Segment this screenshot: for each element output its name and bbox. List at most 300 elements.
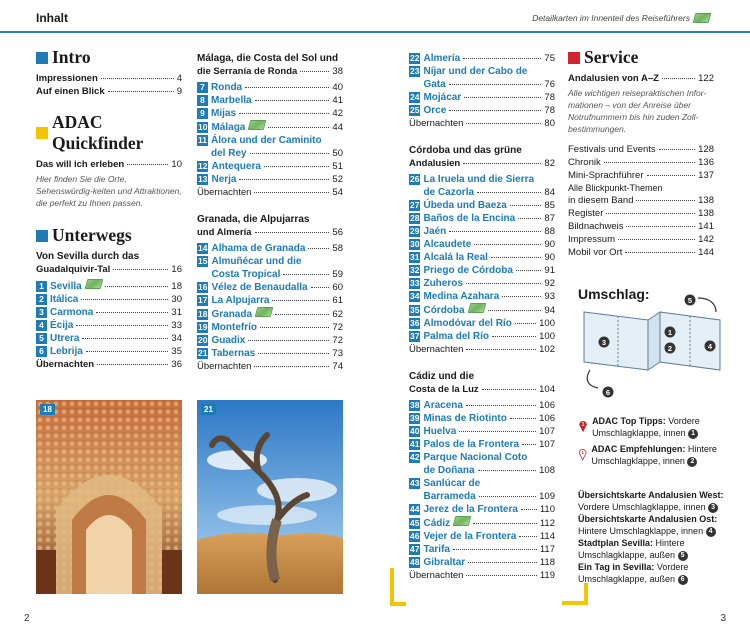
item-number: 6 — [36, 346, 47, 357]
toc-page: 107 — [539, 439, 555, 450]
toc-row-uebernachten[interactable] — [197, 360, 343, 373]
item-number: 41 — [410, 439, 420, 449]
toc-page: 82 — [544, 158, 555, 169]
toc-label: Jaén — [423, 226, 447, 237]
toc-label: Antequera — [211, 161, 261, 172]
route-heading: Cádiz und die — [409, 371, 474, 382]
map-icon — [255, 307, 274, 317]
toc-row-uebernachten[interactable] — [36, 358, 182, 371]
toc-label: Impressum — [568, 234, 615, 245]
toc-row[interactable] — [409, 383, 555, 396]
legend-num: 5 — [678, 551, 688, 561]
toc-item-21[interactable] — [197, 347, 343, 360]
toc-page: 91 — [544, 265, 555, 276]
toc-label: Utrera — [50, 333, 80, 344]
toc-item-1[interactable] — [36, 279, 182, 293]
toc-page: 36 — [171, 359, 182, 370]
toc-item-41[interactable] — [409, 438, 555, 451]
legend-num: 4 — [706, 527, 716, 537]
toc-row[interactable] — [36, 158, 182, 171]
toc-label: Auf einen Blick — [36, 86, 105, 97]
toc-label: Register — [568, 208, 604, 219]
toc-row[interactable] — [568, 220, 714, 233]
section-quickfinder — [36, 112, 182, 154]
legend — [578, 415, 728, 585]
yellow-square-icon — [36, 127, 48, 139]
toc-page: 141 — [698, 221, 714, 232]
toc-item-38[interactable] — [409, 399, 555, 412]
toc-item-36[interactable] — [409, 317, 555, 330]
toc-item-22[interactable] — [409, 52, 555, 65]
toc-label: Almodóvar del Río — [423, 318, 512, 329]
toc-item-10[interactable] — [197, 120, 343, 134]
toc-row[interactable] — [568, 143, 714, 156]
toc-label: Córdoba — [423, 305, 465, 316]
toc-label: de Doñana — [423, 465, 475, 476]
toc-page: 137 — [698, 170, 714, 181]
toc-label: Parque Nacional Coto — [423, 452, 528, 463]
toc-label: Medina Azahara — [423, 291, 500, 302]
toc-label: Orce — [423, 105, 447, 116]
toc-page: 10 — [171, 159, 182, 170]
toc-page: 38 — [332, 66, 343, 77]
legend-label: ADAC Top Tipps: — [592, 416, 666, 426]
map-icon — [84, 279, 103, 289]
toc-page: 42 — [332, 108, 343, 119]
toc-page: 4 — [176, 73, 182, 84]
toc-page: 112 — [539, 518, 555, 529]
toc-row-uebernachten[interactable] — [197, 186, 343, 199]
legend-num: 6 — [678, 575, 688, 585]
map-icon — [248, 120, 267, 130]
toc-label: Palos de la Frontera — [423, 439, 520, 450]
toc-page: 114 — [539, 531, 555, 542]
arrow-line — [698, 298, 716, 312]
toc-page: 54 — [332, 187, 343, 198]
toc-item-15[interactable] — [197, 255, 343, 281]
toc-item-23[interactable] — [409, 65, 555, 91]
toc-row[interactable] — [568, 72, 714, 85]
toc-item-5[interactable] — [36, 332, 182, 345]
toc-label: Tabernas — [211, 348, 256, 359]
item-number: 1 — [36, 281, 47, 292]
toc-label: Granada — [211, 309, 253, 320]
diagram-marker-number: 4 — [707, 341, 713, 351]
toc-item-39[interactable] — [409, 412, 555, 425]
toc-item-34[interactable] — [409, 290, 555, 303]
toc-item-20[interactable] — [197, 334, 343, 347]
toc-item-35[interactable] — [409, 303, 555, 317]
cover-panel-left — [584, 312, 648, 370]
toc-item-25[interactable] — [409, 104, 555, 117]
item-number: 10 — [198, 122, 208, 132]
toc-item-24[interactable] — [409, 91, 555, 104]
item-number: 17 — [198, 295, 208, 305]
toc-label: Guadix — [211, 335, 246, 346]
toc-label: Gata — [423, 79, 446, 90]
diagram-marker-number: 6 — [605, 387, 611, 397]
item-number: 18 — [198, 309, 208, 319]
toc-page: 136 — [698, 157, 714, 168]
toc-item-42[interactable] — [409, 451, 555, 477]
toc-item-43[interactable] — [409, 477, 555, 503]
toc-label: Álora und der Caminito — [211, 135, 322, 146]
toc-label: Ronda — [211, 82, 243, 93]
cover-spine — [648, 312, 660, 370]
toc-label: de Cazorla — [423, 187, 475, 198]
toc-page: 94 — [544, 305, 555, 316]
item-number: 44 — [410, 504, 420, 514]
item-number: 9 — [197, 108, 208, 119]
item-number: 22 — [410, 53, 420, 63]
toc-row[interactable] — [568, 194, 714, 207]
item-number: 16 — [198, 282, 208, 292]
column-4 — [568, 45, 714, 259]
toc-label: Festivals und Events — [568, 144, 656, 155]
toc-page: 51 — [332, 161, 343, 172]
yellow-corner-mark — [562, 583, 588, 605]
item-number: 7 — [197, 82, 208, 93]
toc-label: La Iruela und die Sierra — [423, 174, 535, 185]
toc-item-18[interactable] — [197, 307, 343, 321]
toc-label: Mijas — [211, 108, 237, 119]
toc-page: 58 — [332, 243, 343, 254]
toc-page: 144 — [698, 247, 714, 258]
toc-item-47[interactable] — [409, 543, 555, 556]
toc-item-45[interactable] — [409, 516, 555, 530]
toc-label: Übernachten — [36, 359, 95, 370]
toc-row[interactable] — [36, 85, 182, 98]
toc-item-48[interactable] — [409, 556, 555, 569]
toc-item-19[interactable] — [197, 321, 343, 334]
toc-page: 30 — [171, 294, 182, 305]
legend-text: Vordere Umschlagklappe, innen — [578, 502, 709, 512]
legend-text: Hintere Umschlagklappe, innen — [591, 444, 717, 466]
toc-label: Jerez de la Frontera — [423, 504, 518, 515]
photo-number-badge: 21 — [201, 404, 216, 415]
toc-page: 35 — [171, 346, 182, 357]
toc-page: 74 — [332, 361, 343, 372]
legend-label: Stadtplan Sevilla: — [578, 538, 654, 548]
toc-label: in diesem Band — [568, 195, 634, 206]
toc-page: 142 — [698, 234, 714, 245]
toc-row[interactable] — [36, 263, 182, 276]
item-number: 28 — [410, 213, 420, 223]
toc-page: 128 — [698, 144, 714, 155]
toc-label: Baños de la Encina — [423, 213, 516, 224]
legend-label: ADAC Empfehlungen: — [591, 444, 686, 454]
toc-label: Guadalquivir-Tal — [36, 264, 111, 275]
toc-label: Níjar und der Cabo de — [423, 66, 528, 77]
toc-page: 18 — [171, 281, 182, 292]
map-icon — [693, 13, 712, 23]
toc-page: 62 — [332, 309, 343, 320]
diagram-marker-number: 2 — [667, 343, 673, 353]
item-number: 19 — [198, 322, 208, 332]
toc-page: 44 — [332, 122, 343, 133]
toc-item-32[interactable] — [409, 264, 555, 277]
item-number: 14 — [198, 243, 208, 253]
toc-label: Mobil vor Ort — [568, 247, 623, 258]
toc-page: 109 — [539, 491, 555, 502]
toc-page: 107 — [539, 426, 555, 437]
toc-item-12[interactable] — [197, 160, 343, 173]
toc-label: Aracena — [423, 400, 463, 411]
toc-label: del Rey — [211, 148, 247, 159]
toc-item-27[interactable] — [409, 199, 555, 212]
toc-row-uebernachten[interactable] — [409, 117, 555, 130]
toc-row-uebernachten[interactable] — [409, 343, 555, 356]
toc-item-16[interactable] — [197, 281, 343, 294]
item-number: 5 — [36, 333, 47, 344]
toc-label: die Serranía de Ronda — [197, 66, 298, 77]
toc-item-46[interactable] — [409, 530, 555, 543]
toc-item-31[interactable] — [409, 251, 555, 264]
toc-item-8[interactable] — [197, 94, 343, 107]
item-number: 39 — [410, 413, 420, 423]
toc-page: 56 — [332, 227, 343, 238]
toc-label: Chronik — [568, 157, 601, 168]
toc-item-3[interactable] — [36, 306, 182, 319]
toc-item-29[interactable] — [409, 225, 555, 238]
item-number: 43 — [410, 478, 420, 488]
page-number-right: 3 — [720, 613, 726, 624]
item-number: 33 — [410, 278, 420, 288]
route-heading: Málaga, die Costa del Sol und — [197, 53, 339, 64]
toc-label: Priego de Córdoba — [423, 265, 513, 276]
item-number: 20 — [198, 335, 208, 345]
toc-label: Vejer de la Frontera — [423, 531, 517, 542]
item-number: 24 — [410, 92, 420, 102]
toc-label: Costa Tropical — [211, 269, 281, 280]
photo-image — [197, 400, 343, 594]
red-square-icon — [568, 52, 580, 64]
toc-page: 90 — [544, 239, 555, 250]
toc-page: 84 — [544, 187, 555, 198]
toc-row[interactable] — [568, 207, 714, 220]
photo-number-badge: 18 — [40, 404, 55, 415]
legend-num: 1 — [688, 429, 698, 439]
toc-item-17[interactable] — [197, 294, 343, 307]
route-heading: Córdoba und das grüne — [409, 145, 522, 156]
toc-page: 122 — [698, 73, 714, 84]
toc-page: 59 — [332, 269, 343, 280]
legend-text: Vordere Umschlagklappe, innen — [592, 416, 700, 438]
item-number: 34 — [410, 291, 420, 301]
red-pin-icon — [578, 415, 588, 437]
toc-page: 16 — [171, 264, 182, 275]
item-number: 47 — [410, 544, 420, 554]
item-number: 36 — [410, 318, 420, 328]
section-title: Service — [584, 47, 639, 67]
toc-label: und Almería — [197, 227, 252, 238]
item-number: 37 — [410, 331, 420, 341]
toc-label: Impressionen — [36, 73, 98, 84]
toc-item-30[interactable] — [409, 238, 555, 251]
toc-row[interactable] — [568, 233, 714, 246]
toc-item-26[interactable] — [409, 173, 555, 199]
toc-label: Carmona — [50, 307, 94, 318]
route-heading: Granada, die Alpujarras — [197, 214, 310, 225]
toc-row[interactable] — [568, 169, 714, 182]
route-heading: Von Sevilla durch das — [36, 251, 140, 262]
toc-item-37[interactable] — [409, 330, 555, 343]
toc-label: Huelva — [423, 426, 457, 437]
toc-row-uebernachten[interactable] — [409, 569, 555, 582]
toc-item-28[interactable] — [409, 212, 555, 225]
toc-item-4[interactable] — [36, 319, 182, 332]
column-1 — [36, 45, 182, 371]
item-number: 11 — [198, 135, 207, 145]
toc-label: Sevilla — [50, 281, 82, 292]
svg-text:1: 1 — [581, 422, 585, 428]
toc-row[interactable] — [197, 65, 343, 78]
item-number: 27 — [410, 200, 420, 210]
legend-num: 3 — [708, 503, 718, 513]
toc-row[interactable] — [409, 157, 555, 170]
column-3 — [409, 52, 555, 582]
item-number: 12 — [198, 161, 208, 171]
item-number: 46 — [410, 531, 420, 541]
toc-row[interactable] — [568, 246, 714, 259]
toc-page: 72 — [332, 322, 343, 333]
toc-item-33[interactable] — [409, 277, 555, 290]
item-number: 38 — [410, 400, 420, 410]
toc-page: 138 — [698, 195, 714, 206]
legend-text: Hintere Umschlagklappe, innen — [578, 526, 706, 536]
photo-desert-tree — [197, 400, 343, 594]
toc-page: 31 — [171, 307, 182, 318]
toc-label: Costa de la Luz — [409, 384, 479, 395]
toc-label: Übernachten — [197, 361, 252, 372]
item-number: 32 — [410, 265, 420, 275]
outline-pin-icon — [578, 443, 587, 465]
section-service — [568, 47, 714, 68]
item-number: 26 — [410, 174, 420, 184]
cover-diagram — [570, 290, 730, 405]
toc-label: Andalusien von A–Z — [568, 73, 659, 84]
toc-label: Itálica — [50, 294, 79, 305]
toc-row[interactable] — [197, 226, 343, 239]
umschlag-heading: Umschlag: — [578, 286, 650, 302]
toc-item-40[interactable] — [409, 425, 555, 438]
toc-label: Minas de Riotinto — [423, 413, 507, 424]
toc-page: 104 — [539, 384, 555, 395]
toc-item-13[interactable] — [197, 173, 343, 186]
column-2 — [197, 52, 343, 373]
toc-label: Alle Blickpunkt-Themen — [568, 183, 663, 193]
arrow-line — [587, 370, 598, 388]
toc-label: La Alpujarra — [211, 295, 270, 306]
item-number: 23 — [410, 66, 420, 76]
toc-page: 40 — [332, 82, 343, 93]
toc-label: Montefrío — [211, 322, 258, 333]
toc-label: Zuheros — [423, 278, 463, 289]
section-intro — [36, 47, 182, 68]
toc-page: 61 — [332, 295, 343, 306]
toc-page: 78 — [544, 92, 555, 103]
toc-page: 90 — [544, 252, 555, 263]
toc-label: Alcalá la Real — [423, 252, 488, 263]
diagram-marker-number: 3 — [601, 337, 607, 347]
toc-page: 92 — [544, 278, 555, 289]
toc-row[interactable] — [36, 72, 182, 85]
svg-text:1: 1 — [581, 450, 584, 455]
toc-label: Lebrija — [50, 346, 83, 357]
item-number: 42 — [410, 452, 420, 462]
header-map-note — [532, 13, 710, 23]
page-number-left: 2 — [24, 613, 30, 624]
yellow-corner-mark — [390, 568, 406, 606]
toc-page: 108 — [539, 465, 555, 476]
item-number: 40 — [410, 426, 420, 436]
item-number: 48 — [410, 557, 420, 567]
header-section-title: Inhalt — [36, 11, 68, 25]
item-number: 31 — [410, 252, 420, 262]
toc-label: Übernachten — [409, 570, 464, 581]
toc-label: Cádiz — [423, 518, 451, 529]
toc-item-6[interactable] — [36, 345, 182, 358]
legend-label: Übersichtskarte Andalusien Ost: — [578, 514, 718, 524]
toc-item-44[interactable] — [409, 503, 555, 516]
item-number: 35 — [410, 305, 420, 315]
toc-page: 100 — [539, 318, 555, 329]
toc-label: Palma del Río — [423, 331, 490, 342]
toc-label: Úbeda und Baeza — [423, 200, 507, 211]
quickfinder-description: Hier finden Sie die Orte, Sehenswürdig-keiten und Attraktionen, die perfekt zu Ihnen passen. — [36, 174, 182, 208]
toc-item-11[interactable] — [197, 134, 343, 160]
toc-item-7[interactable] — [197, 81, 343, 94]
toc-page: 106 — [539, 413, 555, 424]
toc-row[interactable] — [568, 156, 714, 169]
toc-page: 41 — [332, 95, 343, 106]
toc-page: 50 — [332, 148, 343, 159]
toc-page: 100 — [539, 331, 555, 342]
legend-text: Hintere Umschlagklappe, außen — [578, 538, 685, 560]
toc-label: Écija — [50, 320, 74, 331]
toc-label: Alhama de Granada — [211, 243, 306, 254]
blue-square-icon — [36, 230, 48, 242]
map-icon — [467, 303, 486, 313]
section-title: Intro — [52, 47, 91, 67]
toc-page: 110 — [539, 504, 555, 515]
toc-item-9[interactable] — [197, 107, 343, 120]
toc-page: 106 — [539, 400, 555, 411]
toc-page: 138 — [698, 208, 714, 219]
legend-label: Ein Tag in Sevilla: — [578, 562, 655, 572]
toc-page: 119 — [539, 570, 555, 581]
photo-image — [36, 400, 182, 594]
toc-page: 76 — [544, 79, 555, 90]
toc-page: 60 — [332, 282, 343, 293]
item-number: 21 — [198, 348, 208, 358]
header-rule — [0, 31, 750, 33]
toc-label: Übernachten — [409, 344, 464, 355]
legend-label: Übersichtskarte Andalusien West: — [578, 490, 724, 500]
toc-label: Mojácar — [423, 92, 462, 103]
toc-label: Vélez de Benaudalla — [211, 282, 308, 293]
toc-page: 93 — [544, 291, 555, 302]
toc-label: Gibraltar — [423, 557, 466, 568]
toc-item-2[interactable] — [36, 293, 182, 306]
item-number: 13 — [198, 174, 208, 184]
toc-label: Mini-Sprachführer — [568, 170, 644, 181]
legend-map-list — [578, 489, 728, 585]
toc-page: 80 — [544, 118, 555, 129]
toc-item-14[interactable] — [197, 242, 343, 255]
toc-label: Übernachten — [409, 118, 464, 129]
toc-page: 87 — [544, 213, 555, 224]
